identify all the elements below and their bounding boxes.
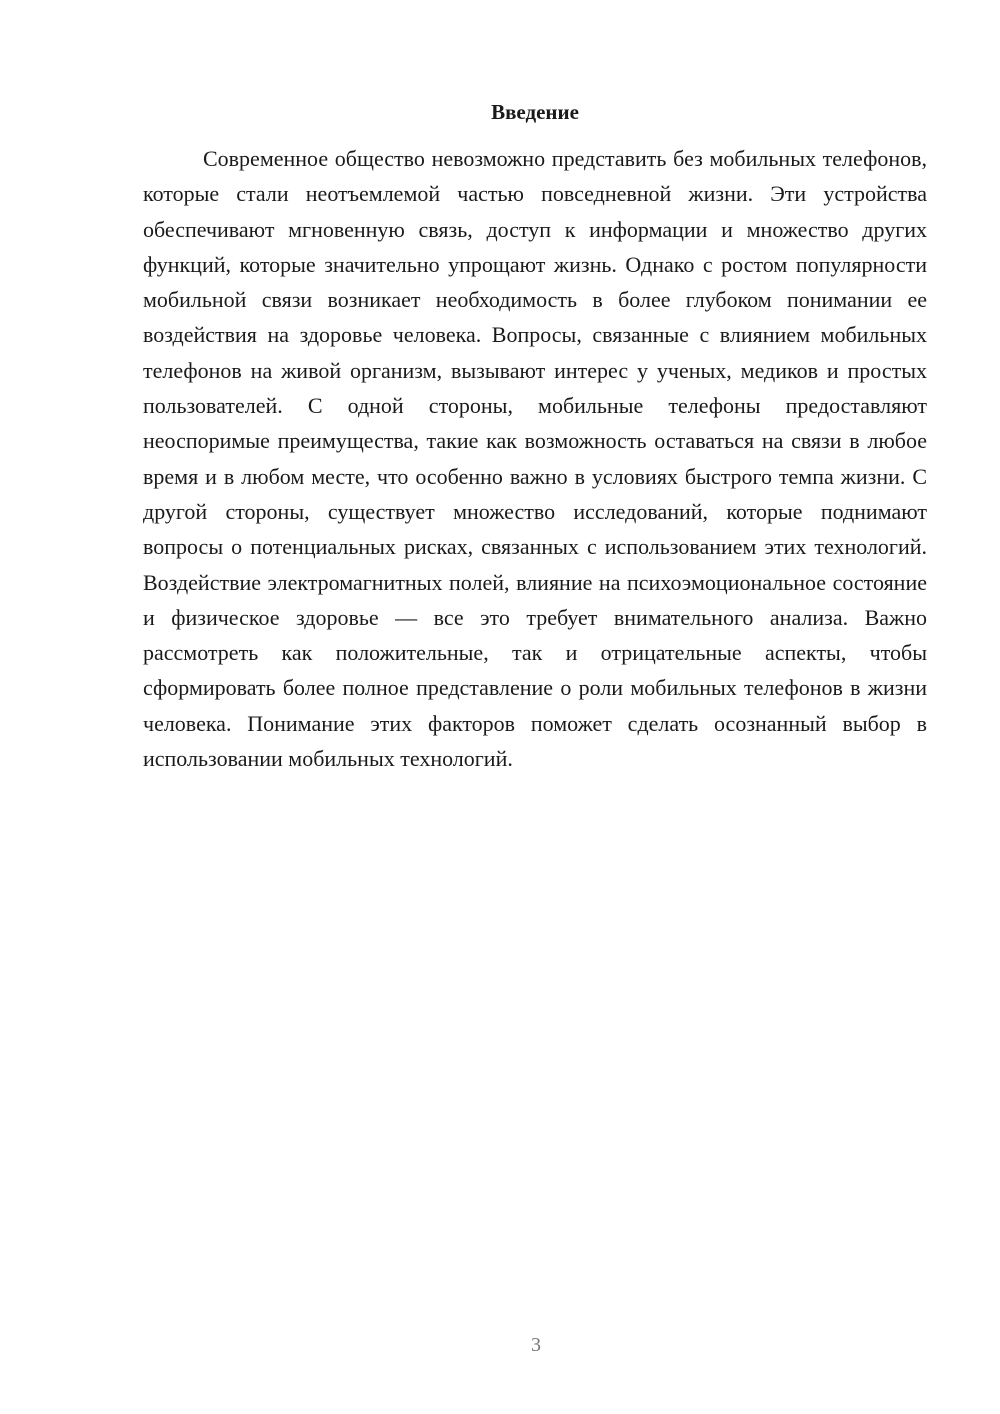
body-paragraph: Современное общество невозможно представить без мобильных телефонов, которые стали неотъемлемой частью повседневной жизни. Эти устройства обеспечивают мгновенную связь, доступ к информации и множество других функций, которые значительно упрощают жизнь. Однако с ростом популярности мобильной связи возникает необходимость в более глубоком понимании ее воздействия на здоровье человека. Вопросы, связанные с влиянием мобильных телефонов на живой организм, вызывают интерес у ученых, медиков и простых пользователей. С одной стороны, мобильные телефоны предоставляют неоспоримые преимущества, такие как возможность оставаться на связи в любое время и в любом месте, что особенно важно в условиях быстрого темпа жизни. С другой стороны, существует множество исследований, которые поднимают вопросы о потенциальных рисках, связанных с использованием этих технологий. Воздействие электромагнитных полей, влияние на психоэмоциональное состояние и физическое здоровье — все это требует внимательного анализа. Важно рассмотреть как положительные, так и отрицательные аспекты, чтобы сформировать более полное представление о роли мобильных телефонов в жизни человека. Понимание этих факторов поможет сделать осознанный выбор в использовании мобильных технологий. xyxy=(143,146,927,772)
section-title: Введение xyxy=(491,100,579,124)
page-number: 3 xyxy=(531,1334,541,1356)
